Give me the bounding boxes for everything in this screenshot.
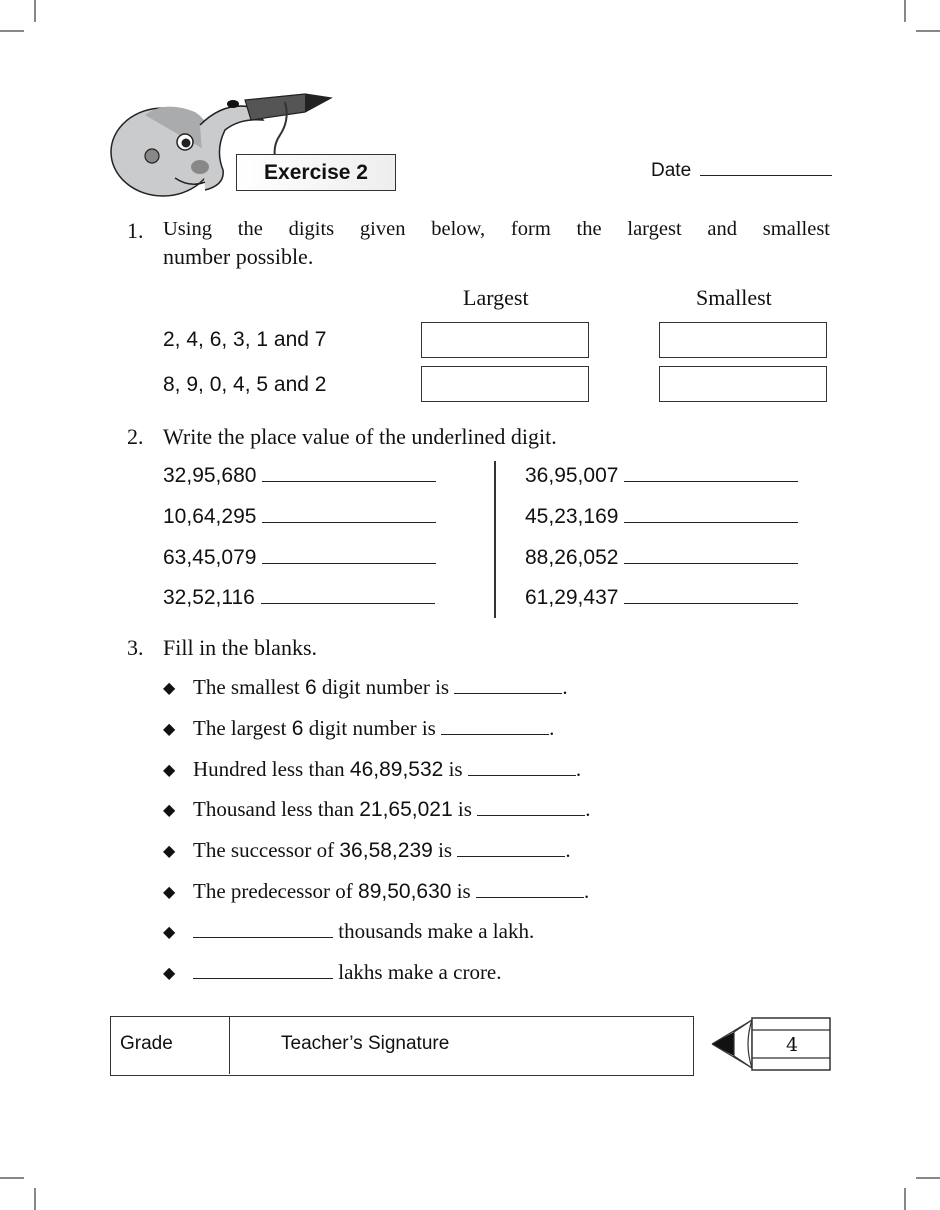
crop-mark bbox=[34, 0, 36, 22]
fill-blank-item: The smallest 6 digit number is . bbox=[193, 675, 568, 699]
smallest-answer-box-2[interactable] bbox=[659, 366, 827, 402]
diamond-bullet-icon: ◆ bbox=[163, 802, 176, 819]
grade-cell[interactable] bbox=[111, 1017, 230, 1074]
item-number: 89,50,630 bbox=[358, 880, 452, 903]
column-divider bbox=[494, 461, 496, 618]
item-text: is bbox=[452, 797, 478, 821]
fill-blank-item bbox=[193, 960, 502, 985]
answer-blank[interactable] bbox=[477, 815, 585, 816]
answer-blank[interactable] bbox=[624, 522, 798, 523]
item-text: The smallest bbox=[193, 675, 305, 699]
answer-blank[interactable] bbox=[261, 603, 435, 604]
answer-blank[interactable] bbox=[624, 603, 798, 604]
diamond-bullet-icon: ◆ bbox=[163, 884, 176, 901]
answer-blank[interactable] bbox=[262, 481, 436, 482]
place-value-item bbox=[163, 505, 436, 529]
date-field[interactable] bbox=[651, 160, 832, 182]
fill-blank-item: The predecessor of 89,50,630 is . bbox=[193, 879, 590, 903]
col-smallest-label: Smallest bbox=[696, 285, 772, 310]
crop-mark bbox=[0, 1177, 24, 1179]
answer-blank[interactable] bbox=[441, 734, 549, 735]
item-text: The successor of bbox=[193, 838, 340, 862]
fill-blank-item: Hundred less than 46,89,532 is . bbox=[193, 757, 582, 781]
q1-text-line2: number possible. bbox=[163, 244, 314, 269]
crop-mark bbox=[916, 30, 940, 32]
item-text: is bbox=[443, 757, 468, 781]
place-value-item bbox=[163, 586, 435, 610]
place-value-item bbox=[163, 464, 436, 488]
number-text: 45,23,169 bbox=[525, 505, 619, 528]
largest-answer-box-2[interactable] bbox=[421, 366, 589, 402]
item-text: digit number is bbox=[316, 675, 455, 699]
answer-blank[interactable] bbox=[624, 481, 798, 482]
answer-blank[interactable] bbox=[193, 978, 333, 979]
fill-blank-item: The successor of 36,58,239 is . bbox=[193, 838, 571, 862]
q1-number: 1. bbox=[127, 218, 144, 243]
place-value-item bbox=[525, 586, 798, 610]
fill-blank-item: Thousand less than 21,65,021 is . bbox=[193, 797, 591, 821]
item-number: 6 bbox=[291, 717, 304, 740]
number-text: 32,52,116 bbox=[163, 586, 255, 609]
diamond-bullet-icon: ◆ bbox=[163, 965, 176, 982]
item-text: Hundred less than bbox=[193, 757, 350, 781]
crop-mark bbox=[916, 1177, 940, 1179]
answer-blank[interactable] bbox=[457, 856, 565, 857]
signature-cell[interactable] bbox=[231, 1017, 691, 1074]
date-blank[interactable] bbox=[700, 175, 832, 176]
number-text: 10,64,295 bbox=[163, 505, 257, 528]
answer-blank[interactable] bbox=[193, 937, 333, 938]
answer-blank[interactable] bbox=[262, 522, 436, 523]
place-value-item bbox=[163, 546, 436, 570]
item-number: 21,65,021 bbox=[359, 798, 453, 821]
q3-number: 3. bbox=[127, 635, 144, 660]
diamond-bullet-icon: ◆ bbox=[163, 680, 176, 697]
item-number: 6 bbox=[304, 676, 317, 699]
q3-text: Fill in the blanks. bbox=[163, 635, 317, 660]
grade-label: Grade bbox=[120, 1033, 173, 1054]
col-largest-label: Largest bbox=[463, 285, 529, 310]
number-text: 32,95,680 bbox=[163, 464, 257, 487]
number-text: 63,45,079 bbox=[163, 546, 257, 569]
q2-number: 2. bbox=[127, 424, 144, 449]
answer-blank[interactable] bbox=[624, 563, 798, 564]
item-text: digit number is bbox=[303, 716, 442, 740]
fill-blank-item bbox=[193, 919, 534, 944]
item-text: Thousand less than bbox=[193, 797, 360, 821]
number-text: 88,26,052 bbox=[525, 546, 619, 569]
place-value-item bbox=[525, 464, 798, 488]
item-text: The predecessor of bbox=[193, 879, 359, 903]
item-number: 36,58,239 bbox=[339, 839, 433, 862]
place-value-item bbox=[525, 546, 798, 570]
crop-mark bbox=[904, 0, 906, 22]
grade-signature-table bbox=[110, 1016, 694, 1076]
digits-row-1: 2, 4, 6, 3, 1 and 7 bbox=[163, 328, 327, 351]
largest-answer-box-1[interactable] bbox=[421, 322, 589, 358]
answer-blank[interactable] bbox=[454, 693, 562, 694]
place-value-item bbox=[525, 505, 798, 529]
item-number: 46,89,532 bbox=[349, 758, 444, 781]
page-number: 4 bbox=[786, 1034, 799, 1056]
item-text: thousands make a lakh. bbox=[333, 919, 535, 943]
date-label: Date bbox=[651, 160, 692, 181]
q1-text-line1: Using the digits given below, form the largest and smallest bbox=[163, 218, 830, 240]
item-text: The largest bbox=[193, 716, 292, 740]
pencil-page-icon bbox=[710, 1016, 832, 1072]
exercise-title-box bbox=[236, 154, 396, 191]
diamond-bullet-icon: ◆ bbox=[163, 721, 176, 738]
number-text: 36,95,007 bbox=[525, 464, 619, 487]
crop-mark bbox=[904, 1188, 906, 1210]
smallest-answer-box-1[interactable] bbox=[659, 322, 827, 358]
answer-blank[interactable] bbox=[476, 897, 584, 898]
diamond-bullet-icon: ◆ bbox=[163, 843, 176, 860]
crop-mark bbox=[34, 1188, 36, 1210]
crop-mark bbox=[0, 30, 24, 32]
signature-label: Teacher’s Signature bbox=[281, 1033, 450, 1054]
fill-blank-item: The largest 6 digit number is . bbox=[193, 716, 555, 740]
diamond-bullet-icon: ◆ bbox=[163, 924, 176, 941]
digits-row-2: 8, 9, 0, 4, 5 and 2 bbox=[163, 373, 327, 396]
answer-blank[interactable] bbox=[262, 563, 436, 564]
diamond-bullet-icon: ◆ bbox=[163, 762, 176, 779]
q2-text: Write the place value of the underlined digit. bbox=[163, 424, 557, 449]
answer-blank[interactable] bbox=[468, 775, 576, 776]
exercise-title: Exercise 2 bbox=[264, 161, 368, 184]
item-text: lakhs make a crore. bbox=[333, 960, 502, 984]
item-text: is bbox=[451, 879, 476, 903]
item-text: is bbox=[432, 838, 458, 862]
number-text: 61,29,437 bbox=[525, 586, 619, 609]
